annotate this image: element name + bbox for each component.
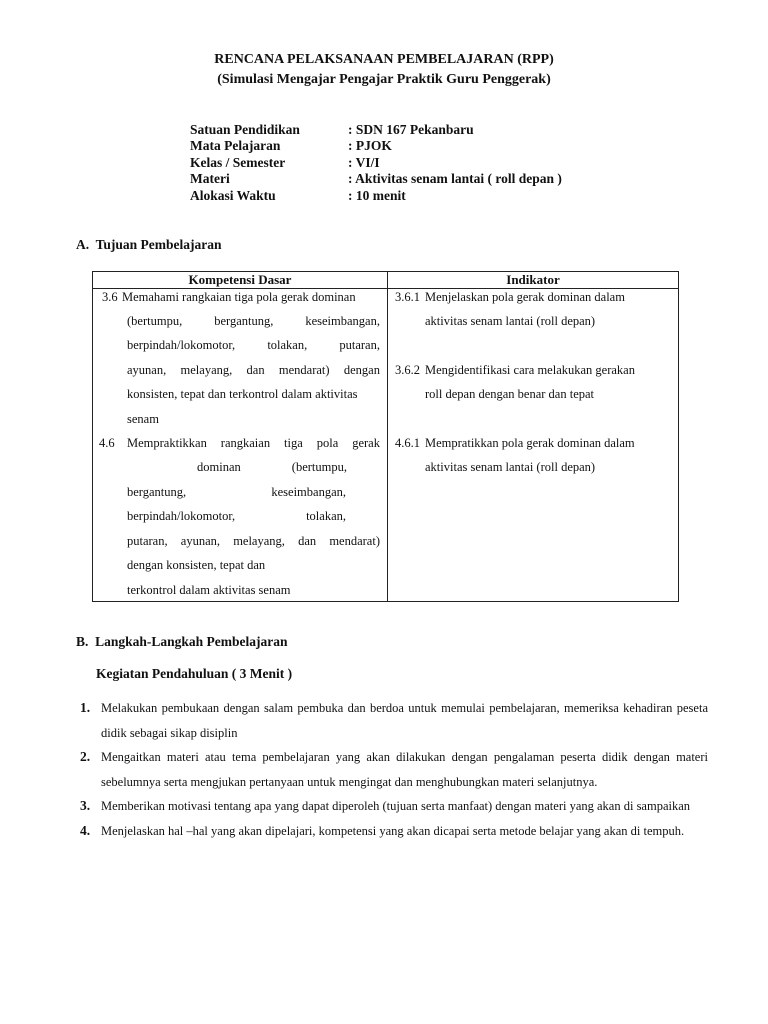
kd-word: putaran, (127, 534, 168, 548)
indikator-number: 3.6.1 (395, 290, 420, 304)
kd-word: rangkaian (220, 436, 271, 450)
section-a-heading: A. Tujuan Pembelajaran (76, 237, 222, 252)
step-text: Melakukan pembukaan dengan salam pembuka dan berdoa untuk memulai pembelajaran, memeriksa kehadiran peseta didik sebagai sikap disiplin (101, 701, 708, 740)
step-number: 3. (80, 798, 91, 813)
kd-word: melayang, (180, 363, 233, 377)
kd-text-line (127, 534, 380, 549)
step-number: 2. (80, 749, 91, 764)
list-item (80, 696, 708, 745)
indikator-number: 4.6.1 (395, 436, 420, 450)
kd-word: dominan (197, 460, 241, 474)
step-number: 1. (80, 700, 91, 715)
kd-word: Mempraktikkan (127, 436, 207, 450)
info-label: Satuan Pendidikan (190, 122, 300, 137)
list-item (80, 745, 708, 794)
kd-text-line (127, 485, 346, 500)
table-header-kd: Kompetensi Dasar (93, 272, 388, 289)
kd-word: mendarat) (329, 534, 380, 548)
indikator-text: Mempratikkan pola gerak dominan dalam (425, 436, 635, 450)
step-text: Mengaitkan materi atau tema pembelajaran yang akan dilakukan dengan pengalaman peserta didik dengan materi sebelumnya serta mengjukan pertanyaan untuk mengingat dan menghubungkan materi selanjutnya. (101, 750, 708, 789)
info-label: Mata Pelajaran (190, 138, 281, 153)
info-value: : Aktivitas senam lantai ( roll depan ) (348, 171, 562, 186)
info-value: : 10 menit (348, 188, 406, 203)
list-item (80, 794, 708, 819)
kd-word: (bertumpu, (291, 460, 347, 474)
kd-word: keseimbangan, (271, 485, 346, 499)
kd-word: putaran, (339, 338, 380, 352)
document-title: RENCANA PELAKSANAAN PEMBELAJARAN (RPP) (214, 52, 554, 67)
indikator-text: aktivitas senam lantai (roll depan) (425, 314, 596, 328)
competency-table (92, 271, 679, 602)
kd-word: melayang, (233, 534, 285, 548)
kd-cell (93, 289, 388, 602)
info-value: : SDN 167 Pekanbaru (348, 122, 474, 137)
kd-word: pola (316, 436, 339, 450)
kd-text-line: Memahami rangkaian tiga pola gerak dominan (122, 290, 356, 304)
kd-text-line (127, 338, 380, 353)
kd-text-line: konsisten, tepat dan terkontrol dalam aktivitas (127, 387, 358, 401)
kd-text-line (127, 314, 380, 329)
indikator-text: aktivitas senam lantai (roll depan) (425, 460, 596, 474)
kd-word: dan (246, 363, 265, 377)
section-b-heading: B. Langkah-Langkah Pembelajaran (76, 634, 288, 649)
info-label: Materi (190, 171, 230, 186)
kd-word: tolakan, (306, 509, 346, 523)
kegiatan-pendahuluan-heading: Kegiatan Pendahuluan ( 3 Menit ) (96, 666, 293, 681)
kd-word: (bertumpu, (127, 314, 183, 328)
indikator-cell (388, 289, 679, 602)
kd-word: berpindah/lokomotor, (127, 338, 236, 352)
kd-word: tiga (284, 436, 303, 450)
kd-word: gerak (352, 436, 380, 450)
step-text: Memberikan motivasi tentang apa yang dapat diperoleh (tujuan serta manfaat) dengan materi yang akan di sampaikan (101, 799, 691, 813)
table-header-indikator: Indikator (388, 272, 679, 289)
indikator-number: 3.6.2 (395, 363, 420, 377)
indikator-text: Mengidentifikasi cara melakukan gerakan (425, 363, 635, 377)
kd-number: 4.6 (99, 436, 115, 450)
kd-word: dengan (343, 363, 380, 377)
kd-number: 3.6 (102, 290, 118, 304)
kd-word: berpindah/lokomotor, (127, 509, 236, 523)
kd-text-line (127, 436, 380, 451)
kd-text-line: terkontrol dalam aktivitas senam (127, 583, 291, 597)
kd-word: mendarat) (278, 363, 330, 377)
indikator-text: Menjelaskan pola gerak dominan dalam (425, 290, 625, 304)
kd-text-line: dengan konsisten, tepat dan (127, 558, 266, 572)
step-number: 4. (80, 822, 91, 838)
info-value: : PJOK (348, 138, 392, 153)
kd-word: dan (298, 534, 317, 548)
kd-text-line (127, 363, 380, 378)
kd-word: bergantung, (127, 485, 187, 499)
kd-word: ayunan, (180, 534, 221, 548)
list-item (80, 819, 708, 844)
kd-word: keseimbangan, (305, 314, 380, 328)
kd-text-line (197, 460, 347, 475)
kd-text-line: senam (127, 412, 159, 426)
kd-text-line (127, 509, 346, 524)
document-subtitle: (Simulasi Mengajar Pengajar Praktik Guru Penggerak) (217, 72, 551, 87)
info-label: Alokasi Waktu (190, 188, 276, 203)
steps-list (80, 696, 708, 843)
info-label: Kelas / Semester (190, 155, 286, 170)
indikator-text: roll depan dengan benar dan tepat (425, 387, 595, 401)
kd-word: ayunan, (127, 363, 167, 377)
step-text: Menjelaskan hal –hal yang akan dipelajari, kompetensi yang akan dicapai serta metode belajar yang akan di tempuh. (101, 823, 685, 838)
info-value: : VI/I (348, 155, 380, 170)
kd-word: tolakan, (267, 338, 308, 352)
kd-word: bergantung, (214, 314, 274, 328)
